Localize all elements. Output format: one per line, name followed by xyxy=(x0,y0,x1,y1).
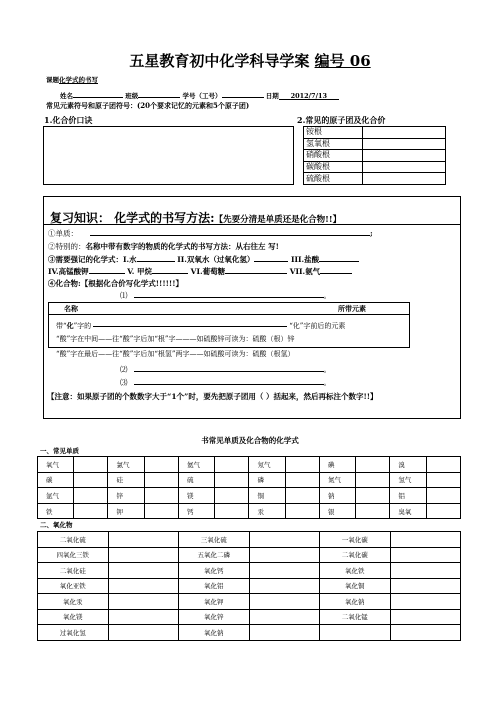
rule-head-element: 所带元素 xyxy=(338,304,366,313)
formula-answer-cell[interactable] xyxy=(74,457,108,473)
q3-line-2 xyxy=(48,266,352,277)
substance-name-cell: 四氧化三铁 xyxy=(38,547,109,563)
formula-answer-cell[interactable] xyxy=(356,503,390,519)
formula-answer-cell[interactable] xyxy=(74,472,108,488)
elements-table xyxy=(37,456,461,519)
substance-name-cell: 银 xyxy=(319,503,355,519)
valence-cell[interactable] xyxy=(363,138,446,150)
formula-answer-cell[interactable] xyxy=(356,457,390,473)
formula-answer-cell[interactable] xyxy=(390,578,461,594)
period: 。 xyxy=(323,378,331,387)
formula-answer-cell[interactable] xyxy=(108,532,179,548)
rule-text: “化”字前后的元素 xyxy=(289,322,346,330)
formula-answer-cell[interactable] xyxy=(108,609,179,625)
formula-answer-cell[interactable] xyxy=(215,488,249,504)
q2-label: ②特别的： xyxy=(48,242,86,251)
substance-name-cell: 汞 xyxy=(249,503,285,519)
table-row xyxy=(38,625,461,641)
substance-name-cell: 五氧化二磷 xyxy=(179,547,250,563)
review-title xyxy=(50,209,341,226)
substance-name-cell: 氧化锌 xyxy=(179,609,250,625)
formula-answer-cell[interactable] xyxy=(390,547,461,563)
formula-answer-cell[interactable] xyxy=(144,472,178,488)
formula-answer-cell[interactable] xyxy=(426,488,460,504)
formula-answer-cell[interactable] xyxy=(215,457,249,473)
substance-name-cell: 硅 xyxy=(108,472,144,488)
ion-cell: 铵根 xyxy=(304,127,363,139)
substance-name-cell: 氧化钾 xyxy=(179,594,250,610)
rule-head-name: 名称 xyxy=(64,304,78,313)
table-row xyxy=(38,532,461,548)
substance-name-cell: 硫 xyxy=(178,472,214,488)
sub1-label: ⑴ xyxy=(120,291,128,300)
substance-name-cell: 铜 xyxy=(249,488,285,504)
answer-blank[interactable] xyxy=(319,254,359,262)
formula-answer-cell[interactable] xyxy=(108,625,179,641)
formula-answer-cell[interactable] xyxy=(215,503,249,519)
class-label: 班级 xyxy=(125,92,139,100)
substance-name-cell xyxy=(320,625,391,641)
instruction-text: 常见元素符号和原子团符号：(20个要求记忆的元素和5个原子团) xyxy=(46,101,250,110)
q1-label: ①单质： xyxy=(48,229,78,238)
table-row xyxy=(38,547,461,563)
ion-cell: 碳酸根 xyxy=(304,161,363,173)
table-row xyxy=(304,138,446,150)
substance-name-cell: 氧化汞 xyxy=(38,594,109,610)
answer-blank[interactable] xyxy=(134,290,324,298)
section2-title: 2.常见的原子团及化合价 xyxy=(297,115,386,125)
substance-name-cell: 镁 xyxy=(178,488,214,504)
substance-name-cell: 氮气 xyxy=(319,472,355,488)
rule-row-1 xyxy=(56,321,406,331)
lesson-line xyxy=(46,75,98,84)
section1-title: 1.化合价口诀 xyxy=(44,115,93,125)
substance-name-cell: 氧化铝 xyxy=(179,578,250,594)
ion-table xyxy=(303,126,446,185)
q1-blank[interactable] xyxy=(90,228,370,236)
formula-answer-cell[interactable] xyxy=(108,578,179,594)
answer-blank[interactable] xyxy=(134,377,324,385)
ion-cell: 硫酸根 xyxy=(304,173,363,185)
substance-name-cell: 二氧化硅 xyxy=(38,563,109,579)
formula-answer-cell[interactable] xyxy=(108,594,179,610)
formula-answer-cell[interactable] xyxy=(390,609,461,625)
formula-answer-cell[interactable] xyxy=(249,609,320,625)
date-label: 日期 xyxy=(265,92,279,100)
table-row xyxy=(38,578,461,594)
substance-name-cell: 氯气 xyxy=(108,457,144,473)
substance-name-cell: 氧化钙 xyxy=(179,563,250,579)
table-title: 书常见单质及化合物的化学式 xyxy=(201,436,299,445)
valence-cell[interactable] xyxy=(363,127,446,139)
ion-cell: 硝酸根 xyxy=(304,150,363,162)
name-label: 姓名 xyxy=(60,92,73,100)
substance-name-cell: 一氧化碳 xyxy=(320,532,391,548)
rule-dash xyxy=(93,326,287,327)
formula-answer-cell[interactable] xyxy=(108,563,179,579)
formula-answer-cell[interactable] xyxy=(74,488,108,504)
formula-answer-cell[interactable] xyxy=(390,625,461,641)
substance-name-cell: 氧化镁 xyxy=(38,609,109,625)
formula-answer-cell[interactable] xyxy=(285,457,319,473)
formula-answer-cell[interactable] xyxy=(285,472,319,488)
valence-cell[interactable] xyxy=(363,161,446,173)
substance-name-cell: 氦气 xyxy=(178,457,214,473)
table-row xyxy=(38,503,461,519)
q3-item: II.双氧水（过氧化氢） xyxy=(177,255,255,264)
formula-answer-cell[interactable] xyxy=(390,532,461,548)
review-title-text: 复习知识： 化学式的书写方法: xyxy=(50,211,215,225)
t1-title: 一、常见单质 xyxy=(40,447,79,455)
q4-line: ④化合物:【根据化合价写化学式!!!!!!】 xyxy=(48,279,184,288)
q3-item: I.水 xyxy=(123,255,137,264)
q1-end: ; xyxy=(370,229,373,238)
formula-answer-cell[interactable] xyxy=(144,457,178,473)
q2-text: 名称中带有数字的物质的化学式的书写方法：从右往左 写! xyxy=(85,242,279,251)
table-row xyxy=(38,594,461,610)
student-info-line xyxy=(60,90,339,100)
substance-name-cell: 三氧化硫 xyxy=(179,532,250,548)
lesson-topic: 化学式的书写 xyxy=(59,76,98,84)
doc-number: 编号 06 xyxy=(314,52,371,70)
formula-answer-cell[interactable] xyxy=(426,472,460,488)
answer-blank[interactable] xyxy=(254,254,288,262)
substance-name-cell: 钠 xyxy=(319,488,355,504)
formula-answer-cell[interactable] xyxy=(356,472,390,488)
substance-name-cell: 二氧化硫 xyxy=(38,532,109,548)
substance-name-cell: 氧气 xyxy=(38,457,74,473)
table-row xyxy=(38,563,461,579)
formula-answer-cell[interactable] xyxy=(390,594,461,610)
q3-item: VI.葡萄糖 xyxy=(190,267,226,276)
substance-name-cell: 二氧化锰 xyxy=(320,609,391,625)
substance-name-cell: 氩气 xyxy=(38,488,74,504)
substance-name-cell: 磷 xyxy=(249,472,285,488)
formula-answer-cell[interactable] xyxy=(285,488,319,504)
formula-answer-cell[interactable] xyxy=(108,547,179,563)
table-row xyxy=(304,127,446,139)
answer-blank[interactable] xyxy=(137,254,175,262)
substance-name-cell: 臭氧 xyxy=(390,503,426,519)
attention-note: 【注意：如果原子团的个数数字大于“1个”时，要先把原子团用（ ）括起来，然后再标注个数字!!】 xyxy=(47,392,378,401)
answer-blank[interactable] xyxy=(225,266,287,274)
table-row xyxy=(38,472,461,488)
table-row xyxy=(38,488,461,504)
lesson-label: 课题 xyxy=(46,76,59,84)
rule-text: 带“ xyxy=(56,322,67,330)
sub1-line xyxy=(120,290,331,301)
formula-answer-cell[interactable] xyxy=(249,578,320,594)
sub2-label: ⑵ xyxy=(120,365,128,374)
answer-blank[interactable] xyxy=(320,266,352,274)
sub3-line xyxy=(120,377,331,388)
formula-answer-cell[interactable] xyxy=(356,488,390,504)
formula-answer-cell[interactable] xyxy=(249,532,320,548)
formula-answer-cell[interactable] xyxy=(426,503,460,519)
rule-divider xyxy=(48,314,410,315)
rule-row-2: “酸”字在中间——往“酸”字后加“根”字———如硫酸锌可读为：硫酸（根）锌 xyxy=(56,335,295,343)
substance-name-cell: 钾 xyxy=(108,503,144,519)
substance-name-cell: 氧化铁 xyxy=(320,563,391,579)
substance-name-cell: 锌 xyxy=(108,488,144,504)
valence-mnemonic-box[interactable] xyxy=(43,126,294,185)
formula-answer-cell[interactable] xyxy=(144,488,178,504)
q3-item: III.盐酸 xyxy=(291,255,320,264)
t2-title: 二、氧化物 xyxy=(40,521,73,529)
q3-item: V. 甲烷 xyxy=(127,267,152,276)
date-value: 2012/7/13 xyxy=(279,92,339,100)
table-row xyxy=(304,161,446,173)
sub3-label: ⑶ xyxy=(120,378,128,387)
student-no-label: 学号（工号） xyxy=(182,92,222,100)
q3-item: IV.高锰酸钾 xyxy=(48,267,89,276)
substance-name-cell: 铁 xyxy=(38,503,74,519)
formula-answer-cell[interactable] xyxy=(249,594,320,610)
rule-text: ”字的 xyxy=(73,322,92,330)
answer-blank[interactable] xyxy=(152,266,188,274)
valence-cell[interactable] xyxy=(363,173,446,185)
formula-answer-cell[interactable] xyxy=(249,547,320,563)
q3-item: VII.氨气 xyxy=(289,267,321,276)
table-row xyxy=(38,457,461,473)
substance-name-cell: 碳 xyxy=(38,472,74,488)
formula-answer-cell[interactable] xyxy=(249,563,320,579)
substance-name-cell: 氖气 xyxy=(249,457,285,473)
table-row xyxy=(304,150,446,162)
q2-line xyxy=(48,241,279,252)
formula-answer-cell[interactable] xyxy=(390,563,461,579)
table-row xyxy=(304,173,446,185)
sub2-line xyxy=(120,364,331,375)
valence-cell[interactable] xyxy=(363,150,446,162)
substance-name-cell: 碘 xyxy=(319,457,355,473)
substance-name-cell: 氧化钠 xyxy=(179,625,250,641)
formula-answer-cell[interactable] xyxy=(426,457,460,473)
period: 。 xyxy=(323,365,331,374)
substance-name-cell: 氧化铜 xyxy=(320,578,391,594)
rule-row-3: “酸”字在最后——往“酸”字后加“根氢”两字——如硫酸可读为：硫酸（根氢） xyxy=(56,350,295,358)
page-title xyxy=(0,50,500,71)
substance-name-cell: 溴 xyxy=(390,457,426,473)
q3-line xyxy=(48,254,359,265)
formula-answer-cell[interactable] xyxy=(144,503,178,519)
q3-label: ③需要强记的化学式： xyxy=(48,255,123,264)
substance-name-cell: 铝 xyxy=(390,488,426,504)
ion-cell: 氢氧根 xyxy=(304,138,363,150)
formula-answer-cell[interactable] xyxy=(249,625,320,641)
answer-blank[interactable] xyxy=(134,364,324,372)
substance-name-cell: 二氧化碳 xyxy=(320,547,391,563)
substance-name-cell: 钙 xyxy=(178,503,214,519)
substance-name-cell: 氢气 xyxy=(390,472,426,488)
student-no-blank[interactable] xyxy=(222,90,264,98)
title-text: 五星教育初中化学科导学案 xyxy=(129,52,310,70)
answer-blank[interactable] xyxy=(89,266,125,274)
name-blank[interactable] xyxy=(73,90,123,98)
formula-answer-cell[interactable] xyxy=(285,503,319,519)
class-blank[interactable] xyxy=(138,90,180,98)
q1-line xyxy=(48,228,373,239)
table-row xyxy=(38,609,461,625)
review-hint: 【先要分清是单质还是化合物!!】 xyxy=(214,215,342,225)
period: 。 xyxy=(323,291,331,300)
formula-answer-cell[interactable] xyxy=(215,472,249,488)
substance-name-cell: 氧化亚铁 xyxy=(38,578,109,594)
substance-name-cell: 氧化钠 xyxy=(320,594,391,610)
rule-text: 化 xyxy=(66,321,74,330)
formula-answer-cell[interactable] xyxy=(74,503,108,519)
oxides-table xyxy=(37,531,461,641)
substance-name-cell: 过氧化氢 xyxy=(38,625,109,641)
